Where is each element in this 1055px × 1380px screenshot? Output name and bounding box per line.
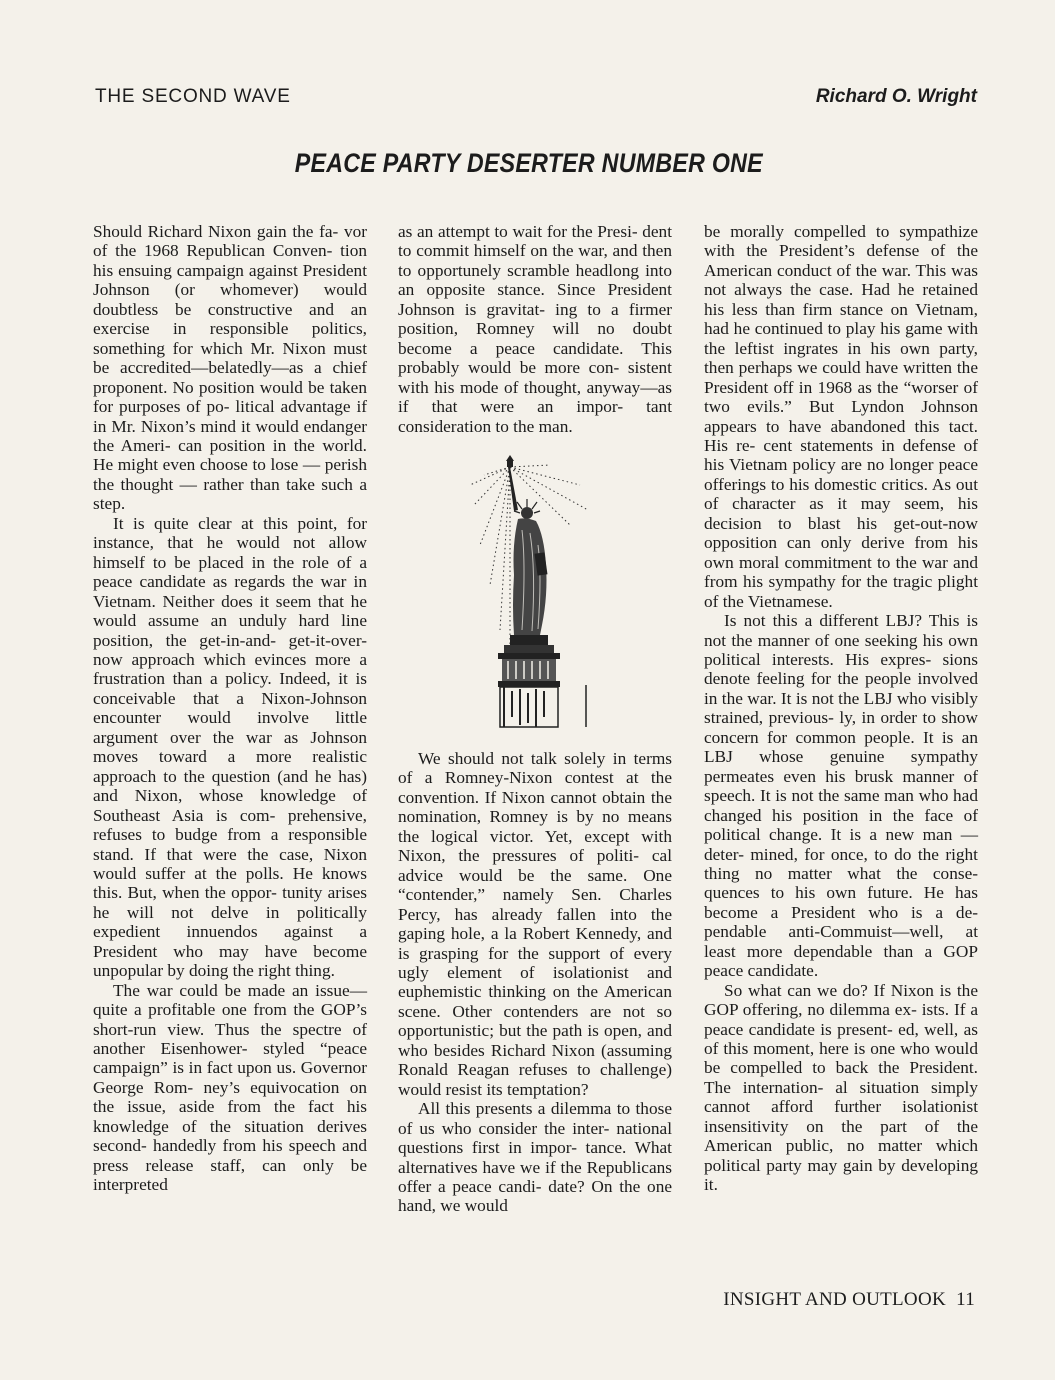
article-title: PEACE PARTY DESERTER NUMBER ONE xyxy=(294,148,763,178)
page-number: 11 xyxy=(956,1289,975,1310)
paragraph: So what can we do? If Nixon is the GOP offering, no dilemma ex- ists. If a peace candidate is present- ed, well, as of this moment, here is one who would be compelled to back the President. The internation- al situation simply cannot afford further isolationist insensitivity on the part of the American public, no matter which political party may gain by developing it. xyxy=(704,980,978,1195)
paragraph: The war could be made an issue— quite a profitable one from the GOP’s short-run view. Thus the spectre of another Eisenhower- styled “peace campaign” is in fact upon us. Governor George Rom- ney’s equivocation on the issue, aside from the fact his knowledge of the situation derives second- handedly from his speech and press release staff, can only be interpreted xyxy=(93,980,367,1195)
publication-name: INSIGHT AND OUTLOOK xyxy=(723,1289,946,1310)
column-2-bottom xyxy=(398,749,672,1216)
paragraph: All this presents a dilemma to those of us who consider the inter- national questions first in impor- tance. What alternatives have we if the Republicans offer a peace candi- date? On the one hand, we would xyxy=(398,1099,672,1216)
column-1 xyxy=(93,222,367,1195)
paragraph: Should Richard Nixon gain the fa- vor of the 1968 Republican Conven- tion his ensuing campaign against President Johnson (or whomever) would doubtless be constructive and an exercise in responsible politics, something for which Mr. Nixon must be accredited—belatedly—as a chief proponent. No position would be taken for purposes of po- litical advantage if in Mr. Nixon’s mind it would endanger the Ameri- can position in the world. He might even choose to lose — perish the thought — rather than take such a step. xyxy=(93,222,367,514)
author-name: Richard O. Wright xyxy=(815,86,977,107)
section-label: THE SECOND WAVE xyxy=(95,86,291,107)
page-footer xyxy=(723,1289,975,1311)
paragraph: It is quite clear at this point, for instance, that he would not allow himself to be placed in the role of a peace candidate as regards the war in Vietnam. Neither does it seem that he would assume an unduly hard line position, the get-in-and- get-it-over-now approach which evinces more a frustration than a policy. Indeed, it is conceivable that a Nixon-Johnson encounter would involve little argument over the war as Johnson moves toward a more realistic approach to the question (and he has) and Nixon, whose knowledge of Southeast Asia is com- prehensive, refuses to budge from a responsible stand. If that were the case, Nixon would suffer at the polls. He knows this. But, when the oppor- tunity arises he will not delve in politically expedient innuendos against a President who may have become unpopular by doing the right thing. xyxy=(93,513,367,981)
column-2-top xyxy=(398,222,672,436)
column-3 xyxy=(704,222,978,1195)
paragraph: Is not this a different LBJ? This is not the manner of one seeking his own political interests. His expres- sions denote feeling for the people involved in the war. It is not the LBJ who visibly strained, previous- ly, in order to show concern for common people. It is an LBJ whose genuine sympathy permeates even his brusk manner of speech. It is not the same man who had changed his position in the face of political change. It is a new man — deter- mined, for once, to do the right thing no matter what the conse- quences to his own future. He has become a President who is a de- pendable anti-Commuist—well, at least more dependable than a GOP peace candidate. xyxy=(704,611,978,981)
statue-of-liberty-illustration xyxy=(470,455,600,730)
paragraph: as an attempt to wait for the Presi- dent to commit himself on the war, and then to opportunely scramble headlong into an opposite stance. Since President Johnson is gravitat- ing to a firmer position, Romney will no doubt become a peace candidate. This probably would be more con- sistent with his mode of thought, anyway—as if that were an impor- tant consideration to the man. xyxy=(398,222,672,436)
paragraph: We should not talk solely in terms of a Romney-Nixon contest at the convention. If Nixon cannot obtain the nomination, Romney is by no means the logical victor. Yet, except with Nixon, the pressures of politi- cal advice would be the same. One “contender,” namely Sen. Charles Percy, has already fallen into the gaping hole, a la Robert Kennedy, and is grasping for the support of every ugly element of isolationist and euphemistic thinking on the American scene. Other contenders are not so opportunistic; but the path is open, and who besides Richard Nixon (assuming Ronald Reagan refuses to challenge) would resist its temptation? xyxy=(398,749,672,1099)
paragraph: be morally compelled to sympathize with the President’s defense of the American conduct of the war. This was not always the case. Had he retained his less than firm stance on Vietnam, had he continued to play his game with the leftist ingrates in his own party, then perhaps we could have written the President off in 1968 as the “worser of two evils.” But Lyndon Johnson appears to have abandoned this tact. His re- cent statements in defense of his Vietnam policy are no longer peace offerings to his domestic critics. As out of character as it may seem, his decision to blast his get-out-now opposition can only derive from his own moral commitment to the war and from his sympathy for the tragic plight of the Vietnamese. xyxy=(704,222,978,611)
